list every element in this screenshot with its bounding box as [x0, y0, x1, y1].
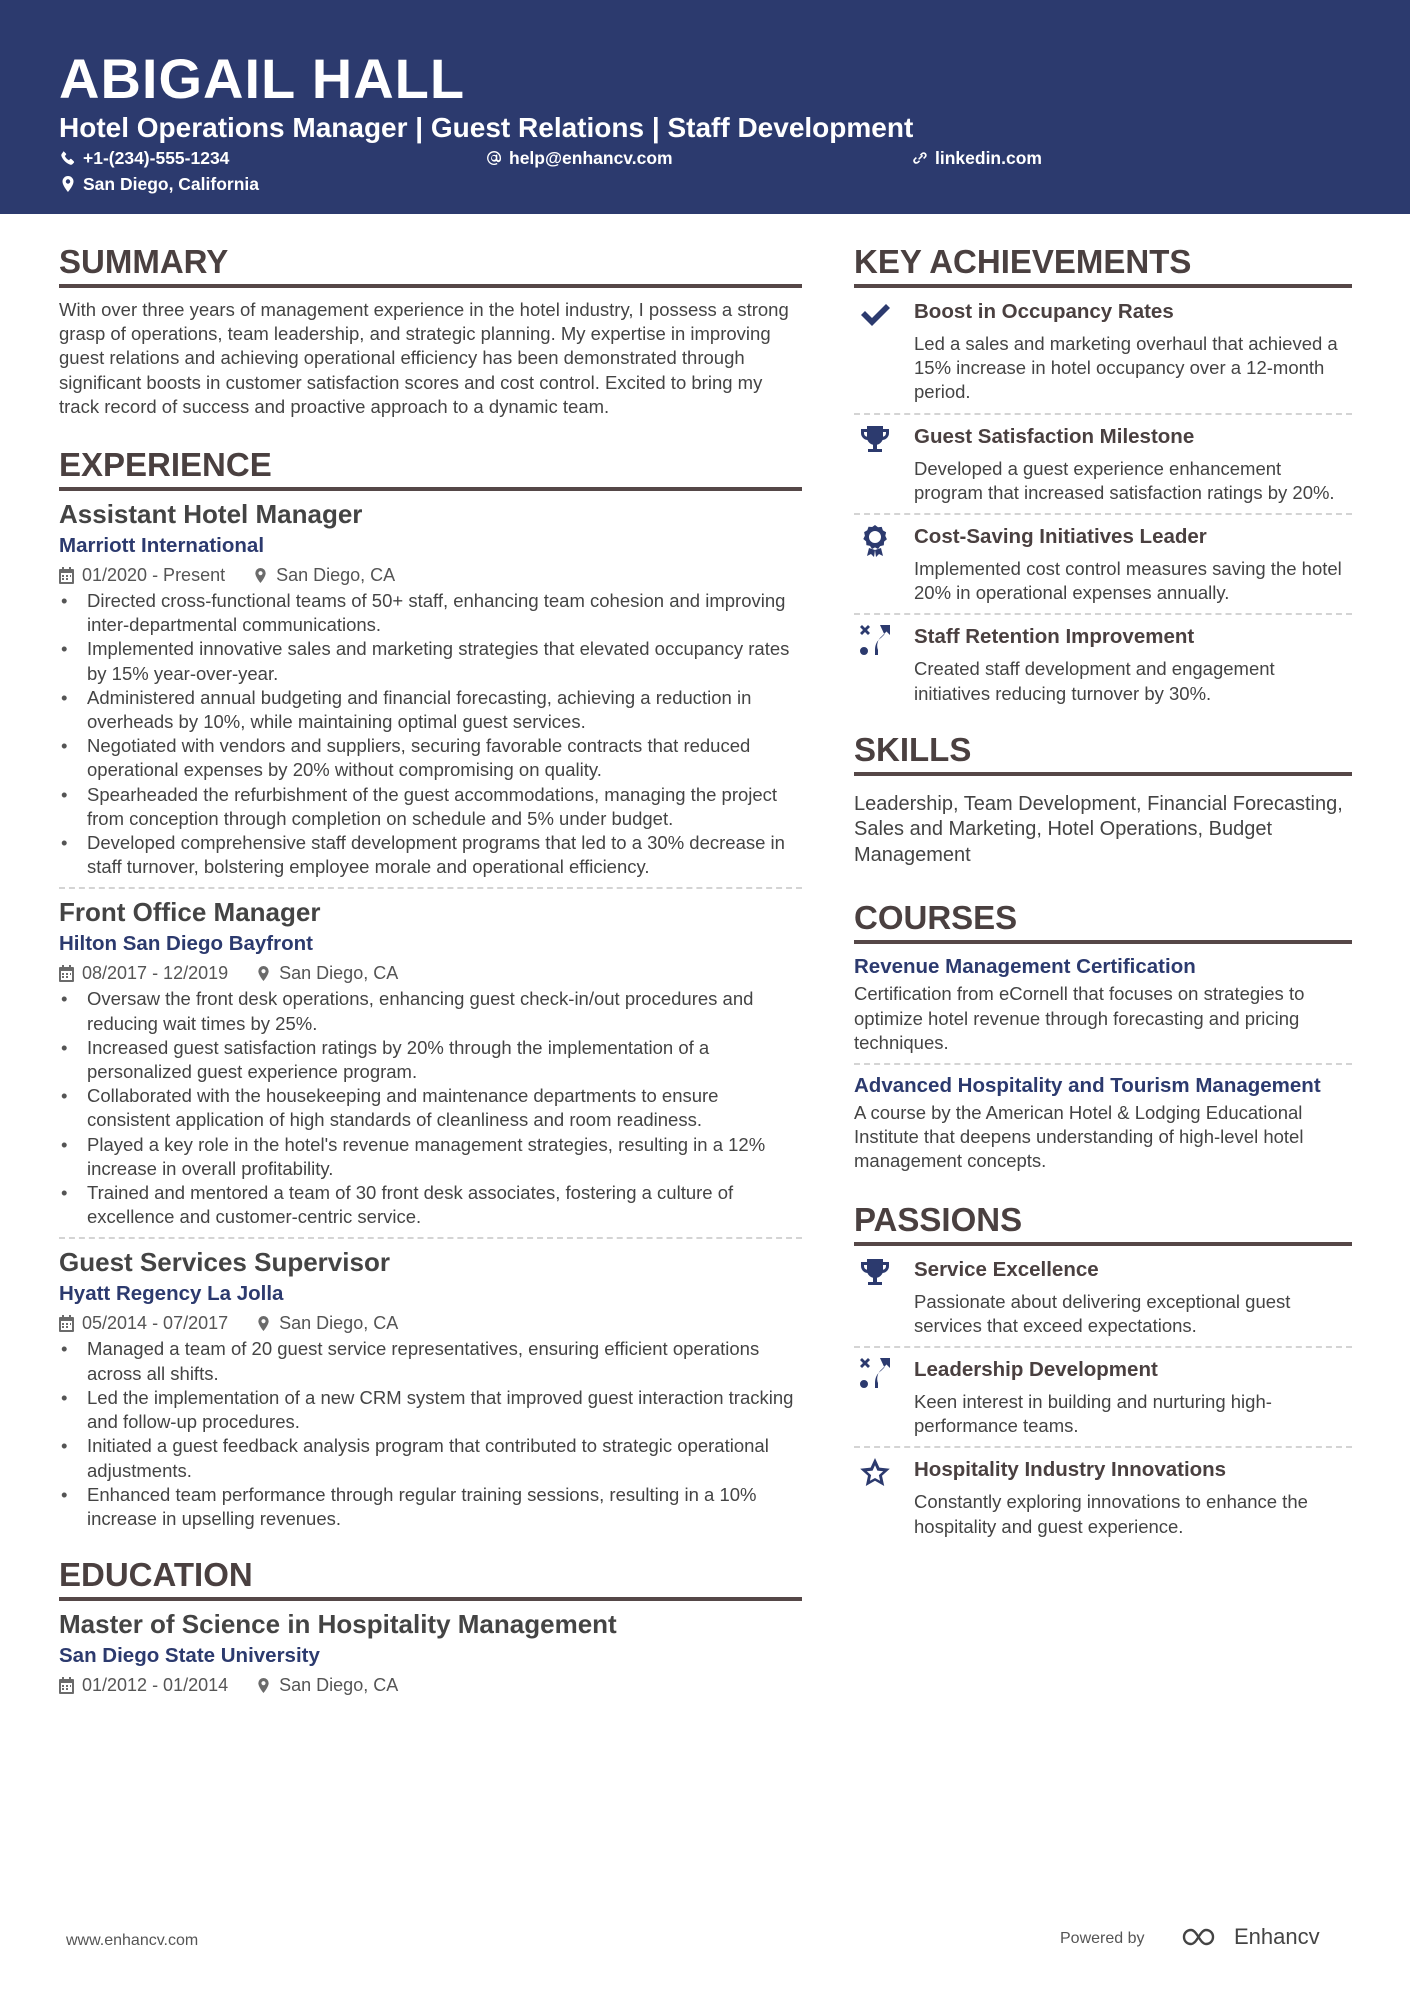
course-title: Advanced Hospitality and Tourism Management — [854, 1073, 1321, 1097]
strategy-icon — [858, 623, 892, 657]
powered-by-label: Powered by — [1060, 1930, 1145, 1947]
job-location — [256, 959, 398, 987]
date-text: 01/2020 - Present — [82, 565, 226, 586]
course-text: Certification from eCornell that focuses on strategies to optimize hotel revenue through forecasting and pricing techniques. — [854, 983, 1305, 1053]
achievement-item — [854, 621, 1352, 705]
job-meta — [59, 561, 802, 589]
company-name: Hilton San Diego Bayfront — [59, 932, 313, 956]
email-text: help@enhancv.com — [509, 148, 673, 168]
divider — [59, 1237, 802, 1239]
summary-section — [59, 240, 802, 419]
left-column — [59, 240, 802, 1699]
list-item: • Collaborated with the housekeeping and maintenance departments to ensure consistent application of high standards of cleanliness and room readiness. — [87, 1084, 802, 1132]
list-item: • Negotiated with vendors and suppliers, securing favorable contracts that reduced operational expenses by 20% without compromising on quality. — [87, 734, 802, 782]
list-item: • Managed a team of 20 guest service representatives, ensuring efficient operations across all shifts. — [87, 1337, 802, 1385]
skills-text: Leadership, Team Development, Financial Forecasting, Sales and Marketing, Hotel Operations, Budget Management — [854, 792, 1343, 866]
responsibilities-list — [59, 1337, 802, 1531]
passion-title: Leadership Development — [914, 1357, 1158, 1381]
job-title: Front Office Manager — [59, 897, 321, 928]
course-text: A course by the American Hotel & Lodging Educational Institute that deepens understanding of high-level hotel management concepts. — [854, 1101, 1304, 1172]
location-text: San Diego, California — [83, 174, 259, 194]
map-pin-icon — [256, 965, 271, 982]
responsibilities-list — [59, 987, 802, 1229]
company-name: Hyatt Regency La Jolla — [59, 1282, 284, 1306]
location-text: San Diego, CA — [279, 963, 399, 984]
linkedin-text: linkedin.com — [935, 148, 1042, 168]
passion-text: Keen interest in building and nurturing high-performance teams. — [914, 1390, 1272, 1437]
achievement-item — [854, 521, 1352, 605]
trophy-icon — [858, 1256, 892, 1290]
divider — [854, 413, 1352, 415]
degree-title: Master of Science in Hospitality Management — [59, 1609, 617, 1640]
calendar-icon — [59, 1315, 74, 1332]
achievements-heading: KEY ACHIEVEMENTS — [854, 240, 1352, 288]
divider — [854, 1063, 1352, 1065]
phone-text: +1-(234)-555-1234 — [83, 148, 230, 168]
divider — [854, 613, 1352, 615]
right-column — [854, 240, 1352, 1539]
job-location — [253, 561, 395, 589]
skills-heading: SKILLS — [854, 728, 1352, 776]
company-name: Marriott International — [59, 534, 265, 558]
job-title: Assistant Hotel Manager — [59, 499, 363, 530]
trophy-icon — [858, 423, 892, 457]
list-item: • Oversaw the front desk operations, enhancing guest check-in/out procedures and reducing wait times by 25%. — [87, 987, 802, 1035]
date-text: 08/2017 - 12/2019 — [82, 963, 229, 984]
passions-section — [854, 1198, 1352, 1539]
list-item: • Trained and mentored a team of 30 front desk associates, fostering a culture of excellence and customer-centric service. — [87, 1181, 802, 1229]
course-title: Revenue Management Certification — [854, 955, 1196, 979]
divider — [59, 887, 802, 889]
divider — [854, 1446, 1352, 1448]
list-item: • Enhanced team performance through regular training sessions, resulting in a 10% increase in upselling revenues. — [87, 1483, 802, 1531]
divider — [854, 513, 1352, 515]
list-item: • Initiated a guest feedback analysis program that contributed to strategic operational adjustments. — [87, 1434, 802, 1482]
linkedin-contact[interactable] — [912, 146, 1042, 170]
education-section — [59, 1553, 802, 1699]
skills-section — [854, 728, 1352, 869]
achievement-text: Implemented cost control measures saving the hotel 20% in operational expenses annually. — [914, 558, 1342, 604]
at-sign-icon — [486, 150, 502, 166]
brand-logo[interactable] — [1180, 1924, 1320, 1950]
responsibilities-list — [59, 589, 802, 879]
school-name: San Diego State University — [59, 1644, 320, 1668]
link-icon — [912, 150, 928, 166]
summary-heading: SUMMARY — [59, 240, 802, 288]
courses-section — [854, 896, 1352, 1173]
date-range — [59, 1309, 228, 1337]
map-pin-icon — [253, 567, 268, 584]
list-item: • Administered annual budgeting and financial forecasting, achieving a reduction in overheads by 10%, while maintaining optimal guest services. — [87, 686, 802, 734]
job-meta — [59, 1309, 802, 1337]
achievements-section — [854, 240, 1352, 706]
achievement-item — [854, 421, 1352, 505]
list-item: • Developed comprehensive staff development programs that led to a 30% decrease in staff turnover, bolstering employee morale and operational efficiency. — [87, 831, 802, 879]
footer-website-link[interactable]: www.enhancv.com — [66, 1932, 199, 1949]
experience-section — [59, 443, 802, 1531]
list-item: • Implemented innovative sales and marketing strategies that elevated occupancy rates by 15% year-over-year. — [87, 637, 802, 685]
achievement-text: Developed a guest experience enhancement program that increased satisfaction ratings by 20%. — [914, 457, 1335, 503]
map-pin-icon — [256, 1315, 271, 1332]
list-item: • Directed cross-functional teams of 50+ staff, enhancing team cohesion and improving inter-departmental communications. — [87, 589, 802, 637]
education-heading: EDUCATION — [59, 1553, 802, 1601]
courses-heading: COURSES — [854, 896, 1352, 944]
location-text: San Diego, CA — [279, 1313, 399, 1334]
map-pin-icon — [60, 176, 76, 192]
education-meta — [59, 1671, 802, 1699]
date-text: 05/2014 - 07/2017 — [82, 1313, 229, 1334]
phone-contact[interactable] — [60, 146, 229, 170]
candidate-name: ABIGAIL HALL — [59, 47, 466, 110]
location-contact — [60, 172, 259, 196]
job-meta — [59, 959, 802, 987]
passion-title: Hospitality Industry Innovations — [914, 1458, 1227, 1482]
list-item: • Spearheaded the refurbishment of the guest accommodations, managing the project from conception through completion on schedule and 5% under budget. — [87, 783, 802, 831]
map-pin-icon — [256, 1677, 271, 1694]
achievement-title: Cost-Saving Initiatives Leader — [914, 525, 1207, 549]
list-item: • Increased guest satisfaction ratings by 20% through the implementation of a personalized guest experience program. — [87, 1036, 802, 1084]
award-ribbon-icon — [858, 523, 892, 557]
calendar-icon — [59, 567, 74, 584]
experience-entry — [59, 497, 802, 879]
header-banner — [0, 0, 1410, 214]
phone-icon — [60, 150, 76, 166]
enhancv-logo-icon — [1180, 1926, 1228, 1948]
passions-heading: PASSIONS — [854, 1198, 1352, 1246]
list-item: • Played a key role in the hotel's revenue management strategies, resulting in a 12% increase in overall profitability. — [87, 1133, 802, 1181]
calendar-icon — [59, 965, 74, 982]
date-text: 01/2012 - 01/2014 — [82, 1675, 229, 1696]
course-item — [854, 1071, 1352, 1174]
achievement-text: Led a sales and marketing overhaul that achieved a 15% increase in hotel occupancy over a 12-month period. — [914, 333, 1338, 403]
strategy-icon — [858, 1356, 892, 1390]
achievement-title: Guest Satisfaction Milestone — [914, 424, 1195, 448]
location-text: San Diego, CA — [279, 1675, 399, 1696]
passion-text: Constantly exploring innovations to enhance the hospitality and guest experience. — [914, 1491, 1308, 1537]
course-item — [854, 952, 1352, 1055]
achievement-title: Boost in Occupancy Rates — [914, 300, 1174, 323]
date-range — [59, 561, 225, 589]
passion-item — [854, 1254, 1352, 1338]
checkmark-icon — [858, 298, 892, 332]
divider — [854, 1346, 1352, 1348]
summary-text: With over three years of management experience in the hotel industry, I possess a strong grasp of operations, team leadership, and strategic planning. My expertise in improving guest relations and achieving operational efficiency has been demonstrated through significant boosts in customer satisfaction scores and cost control. Excited to bring my track record of success and proactive approach to a dynamic team. — [59, 299, 789, 417]
passion-item — [854, 1454, 1352, 1538]
job-title: Guest Services Supervisor — [59, 1247, 390, 1278]
achievement-text: Created staff development and engagement initiatives reducing turnover by 30%. — [914, 658, 1275, 704]
experience-entry — [59, 1245, 802, 1531]
job-location — [256, 1309, 398, 1337]
achievement-item — [854, 296, 1352, 405]
education-location — [256, 1671, 398, 1699]
star-icon — [858, 1456, 892, 1490]
achievement-title: Staff Retention Improvement — [914, 625, 1195, 649]
passion-title: Service Excellence — [914, 1257, 1099, 1281]
email-contact[interactable] — [486, 146, 673, 170]
passion-item — [854, 1354, 1352, 1438]
experience-entry — [59, 895, 802, 1229]
brand-name: Enhancv — [1234, 1924, 1320, 1949]
list-item: • Led the implementation of a new CRM system that improved guest interaction tracking and follow-up procedures. — [87, 1386, 802, 1434]
passion-text: Passionate about delivering exceptional guest services that exceed expectations. — [914, 1290, 1291, 1336]
calendar-icon — [59, 1677, 74, 1694]
experience-heading: EXPERIENCE — [59, 443, 802, 491]
location-text: San Diego, CA — [276, 565, 396, 586]
headline: Hotel Operations Manager | Guest Relations | Staff Development — [59, 112, 914, 143]
date-range — [59, 959, 228, 987]
date-range — [59, 1671, 228, 1699]
